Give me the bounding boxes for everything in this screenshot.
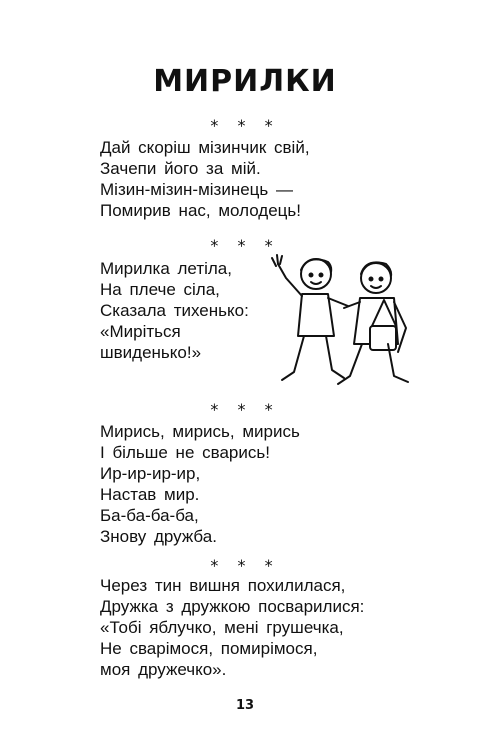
poem-3 [100,421,300,547]
poem-4 [100,575,364,680]
poem-line: Дай скоріш мізинчик свій, [100,138,310,157]
boy-right-figure [338,262,408,384]
poem-1 [100,137,310,221]
poem-line: Сказала тихенько: [100,301,249,320]
poem-2 [100,258,249,363]
poem-line: Через тин вишня похилилася, [100,576,346,595]
poem-line: Настав мир. [100,485,200,504]
poem-line: Мирилка летіла, [100,259,232,278]
poem-line: Знову дружба. [100,527,217,546]
poem-line: «Тобі яблучко, мені грушечка, [100,618,344,637]
poem-line: Ба-ба-ба-ба, [100,506,199,525]
separator-3: * * * [210,400,280,419]
poem-line: Ир-ир-ир-ир, [100,464,201,483]
poem-line: Помирив нас, молодець! [100,201,302,220]
poem-line: Дружка з дружкою посварилися: [100,597,365,616]
separator-4: * * * [210,556,280,575]
boy-left-figure [272,255,348,380]
poem-line: Не сварімося, помирімося, [100,639,318,658]
separator-1: * * * [210,116,280,135]
poem-line: На плече сіла, [100,280,220,299]
poem-line: Зачепи його за мій. [100,159,261,178]
poem-line: «Миріться [100,322,181,341]
two-boys-hugging-illustration [268,244,428,404]
separator-2: * * * [210,236,280,255]
page-title: МИРИЛКИ [153,64,337,99]
poem-line: моя дружечко». [100,660,227,679]
poem-line: швиденько!» [100,343,202,362]
page-number: 13 [235,698,255,713]
poem-line: Мізин-мізин-мізинець — [100,180,293,199]
poem-line: І більше не сварись! [100,443,270,462]
poem-line: Мирись, мирись, мирись [100,422,300,441]
